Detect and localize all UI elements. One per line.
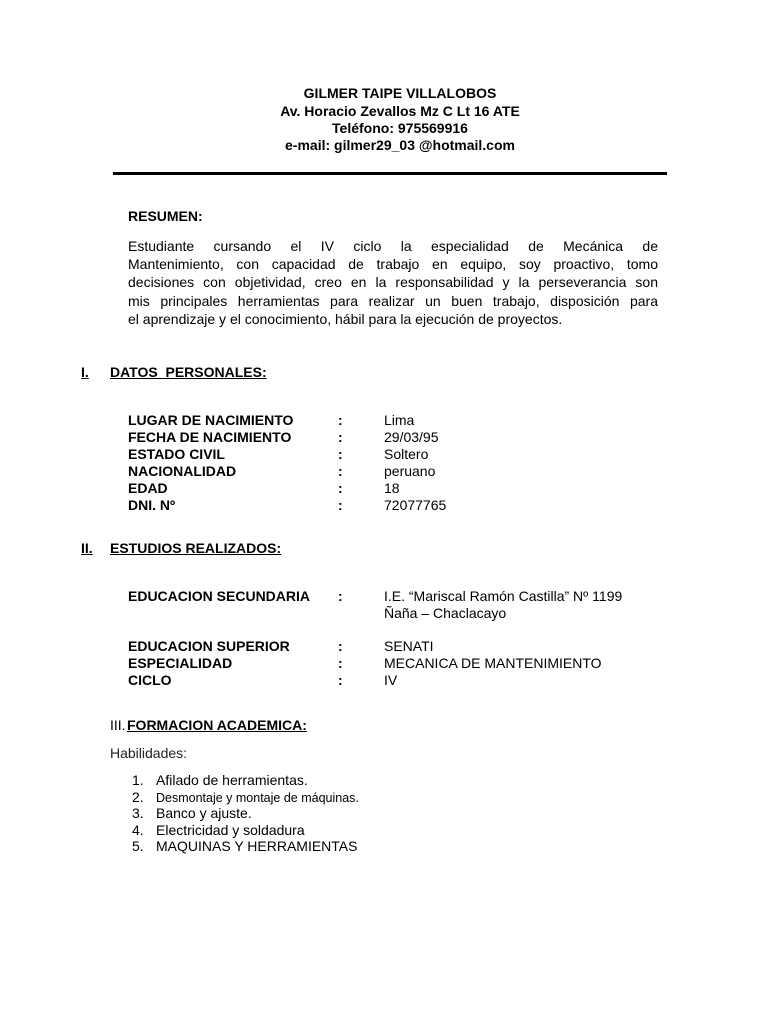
colon: : [338, 429, 343, 445]
colon: : [338, 672, 343, 688]
label-specialty: ESPECIALIDAD [128, 655, 233, 671]
applicant-email: e-mail: gilmer29_03 @hotmail.com [285, 137, 515, 153]
list-item-number: 3. [132, 805, 144, 821]
value-dni: 72077765 [384, 497, 447, 513]
summary-line: mis principales herramientas para realizar un buen trabajo, disposición para [128, 292, 658, 309]
label-nationality: NACIONALIDAD [128, 463, 237, 479]
value-age: 18 [384, 480, 400, 496]
value-birthplace: Lima [384, 412, 415, 428]
section-personal-title: DATOS PERSONALES: [110, 364, 267, 380]
label-civil-status: ESTADO CIVIL [128, 446, 225, 462]
section-academic-title: FORMACION ACADEMICA: [127, 717, 307, 733]
list-item: Afilado de herramientas. [156, 772, 308, 788]
value-secondary-location: Ñaña – Chaclacayo [384, 605, 507, 621]
colon: : [338, 588, 343, 604]
label-dni: DNI. Nº [128, 497, 176, 513]
label-cycle: CICLO [128, 672, 172, 688]
list-item: Banco y ajuste. [156, 805, 252, 821]
list-item: Desmontaje y montaje de máquinas. [156, 791, 359, 805]
label-higher-education: EDUCACION SUPERIOR [128, 638, 290, 654]
section-studies-title: ESTUDIOS REALIZADOS: [110, 540, 282, 556]
list-item-number: 5. [132, 838, 144, 854]
value-cycle: IV [384, 672, 398, 688]
value-specialty: MECANICA DE MANTENIMIENTO [384, 655, 602, 671]
summary-text [128, 237, 658, 328]
section-studies-number: II. [81, 540, 93, 556]
colon: : [338, 497, 343, 513]
applicant-phone: Teléfono: 975569916 [332, 120, 468, 136]
colon: : [338, 463, 343, 479]
value-secondary-school: I.E. “Mariscal Ramón Castilla” Nº 1199 [384, 588, 623, 604]
summary-line: decisiones con objetividad, creo en la responsabilidad y la perseverancia son [128, 274, 658, 291]
colon: : [338, 446, 343, 462]
section-academic-number: III. [110, 717, 126, 733]
label-age: EDAD [128, 480, 168, 496]
list-item-number: 4. [132, 822, 144, 838]
list-item-number: 1. [132, 772, 144, 788]
applicant-address: Av. Horacio Zevallos Mz C Lt 16 ATE [280, 103, 520, 119]
colon: : [338, 412, 343, 428]
list-item: Electricidad y soldadura [156, 822, 305, 838]
list-item-number: 2. [132, 789, 144, 805]
value-higher-education: SENATI [384, 638, 434, 654]
skills-subtitle: Habilidades: [110, 745, 188, 761]
header-divider [113, 172, 667, 175]
colon: : [338, 480, 343, 496]
list-item: MAQUINAS Y HERRAMIENTAS [156, 838, 358, 854]
label-secondary-education: EDUCACION SECUNDARIA [128, 588, 311, 604]
value-nationality: peruano [384, 463, 436, 479]
colon: : [338, 655, 343, 671]
value-birthdate: 29/03/95 [384, 429, 439, 445]
colon: : [338, 638, 343, 654]
applicant-name: GILMER TAIPE VILLALOBOS [303, 85, 497, 101]
section-personal-number: I. [81, 364, 89, 380]
label-birthplace: LUGAR DE NACIMIENTO [128, 412, 294, 428]
summary-line: Estudiante cursando el IV ciclo la especialidad de Mecánica de [128, 238, 658, 254]
value-civil-status: Soltero [384, 446, 429, 462]
summary-line: el aprendizaje y el conocimiento, hábil para la ejecución de proyectos. [128, 310, 563, 327]
summary-title: RESUMEN: [128, 208, 203, 224]
summary-line: Mantenimiento, con capacidad de trabajo en equipo, soy proactivo, tomo [128, 256, 658, 273]
label-birthdate: FECHA DE NACIMIENTO [128, 429, 292, 445]
